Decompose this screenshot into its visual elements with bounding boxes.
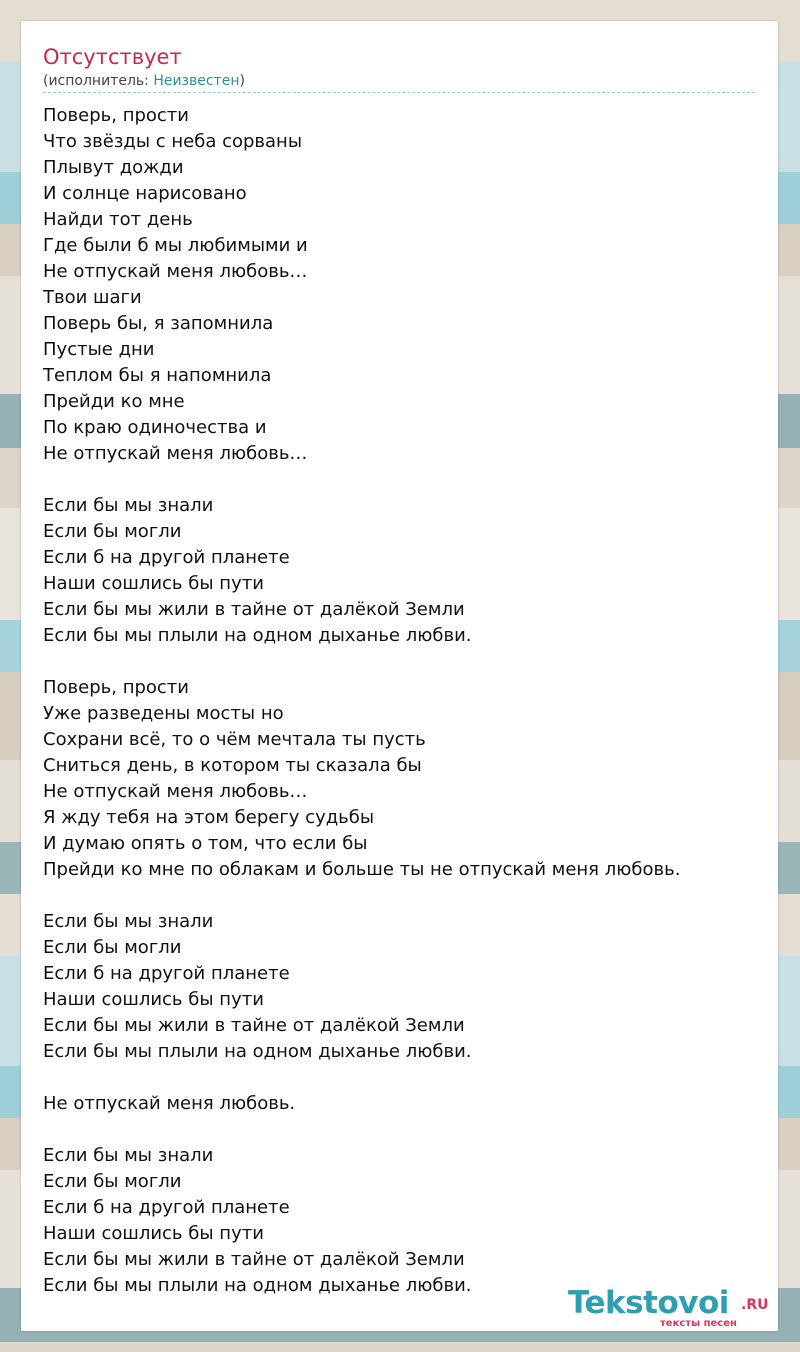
lyric-line: По краю одиночества и <box>43 417 267 438</box>
artist-prefix: (исполнитель: <box>43 73 154 89</box>
lyric-line: Если бы могли <box>43 1171 182 1192</box>
lyric-line: Если бы мы жили в тайне от далёкой Земли <box>43 599 465 620</box>
lyric-line: Твои шаги <box>43 287 142 308</box>
lyric-blank-line <box>43 883 763 909</box>
lyric-line: Пустые дни <box>43 339 155 360</box>
lyric-line: Найди тот день <box>43 209 193 230</box>
lyric-line: Если бы мы знали <box>43 1145 214 1166</box>
lyric-line: Не отпускай меня любовь. <box>43 1093 296 1114</box>
lyric-line: Если бы мы знали <box>43 495 214 516</box>
lyric-line: Поверь бы, я запомнила <box>43 313 274 334</box>
lyric-line: Не отпускай меня любовь… <box>43 261 308 282</box>
lyric-line: И солнце нарисовано <box>43 183 247 204</box>
song-title: Отсутствует <box>43 45 182 69</box>
lyric-line: Если б на другой планете <box>43 547 290 568</box>
lyric-line: Прейди ко мне по облакам и больше ты не отпускай меня любовь. <box>43 859 681 880</box>
lyric-line: Если бы могли <box>43 937 182 958</box>
lyrics-body <box>43 103 763 1299</box>
logo-tld: .RU <box>741 1297 769 1313</box>
lyric-line: Если бы мы плыли на одном дыханье любви. <box>43 1041 472 1062</box>
lyric-line: Я жду тебя на этом берегу судьбы <box>43 807 375 828</box>
title-divider <box>43 92 755 93</box>
lyric-blank-line <box>43 649 763 675</box>
artist-line <box>43 71 245 91</box>
lyrics-sheet <box>21 21 778 1331</box>
lyric-line: Теплом бы я напомнила <box>43 365 272 386</box>
artist-suffix: ) <box>239 73 245 89</box>
lyric-line: Если бы мы жили в тайне от далёкой Земли <box>43 1249 465 1270</box>
lyric-blank-line <box>43 467 763 493</box>
lyric-line: Если бы мы плыли на одном дыханье любви. <box>43 1275 472 1296</box>
lyric-line: Если б на другой планете <box>43 1197 290 1218</box>
lyric-line: Если бы мы плыли на одном дыханье любви. <box>43 625 472 646</box>
lyric-line: И думаю опять о том, что если бы <box>43 833 368 854</box>
lyric-line: Если бы мы знали <box>43 911 214 932</box>
artist-link[interactable]: Неизвестен <box>153 73 240 89</box>
lyric-line: Что звёзды с неба сорваны <box>43 131 303 152</box>
lyric-line: Поверь, прости <box>43 677 189 698</box>
lyric-line: Наши сошлись бы пути <box>43 1223 264 1244</box>
lyric-line: Наши сошлись бы пути <box>43 573 264 594</box>
lyric-line: Уже разведены мосты но <box>43 703 284 724</box>
logo-tagline: тексты песен <box>660 1318 737 1329</box>
lyric-line: Наши сошлись бы пути <box>43 989 264 1010</box>
lyric-line: Если бы могли <box>43 521 182 542</box>
lyric-blank-line <box>43 1065 763 1091</box>
lyric-line: Не отпускай меня любовь… <box>43 781 308 802</box>
lyric-blank-line <box>43 1117 763 1143</box>
lyric-line: Если бы мы жили в тайне от далёкой Земли <box>43 1015 465 1036</box>
lyric-line: Где были б мы любимыми и <box>43 235 308 256</box>
tekstovoi-logo[interactable] <box>568 1285 778 1331</box>
lyric-line: Плывут дожди <box>43 157 184 178</box>
lyric-line: Сниться день, в котором ты сказала бы <box>43 755 422 776</box>
lyric-line: Не отпускай меня любовь… <box>43 443 308 464</box>
logo-wordmark: Tekstovoi <box>568 1285 729 1321</box>
lyric-line: Поверь, прости <box>43 105 189 126</box>
lyric-line: Прейди ко мне <box>43 391 185 412</box>
lyric-line: Если б на другой планете <box>43 963 290 984</box>
lyric-line: Сохрани всё, то о чём мечтала ты пусть <box>43 729 426 750</box>
